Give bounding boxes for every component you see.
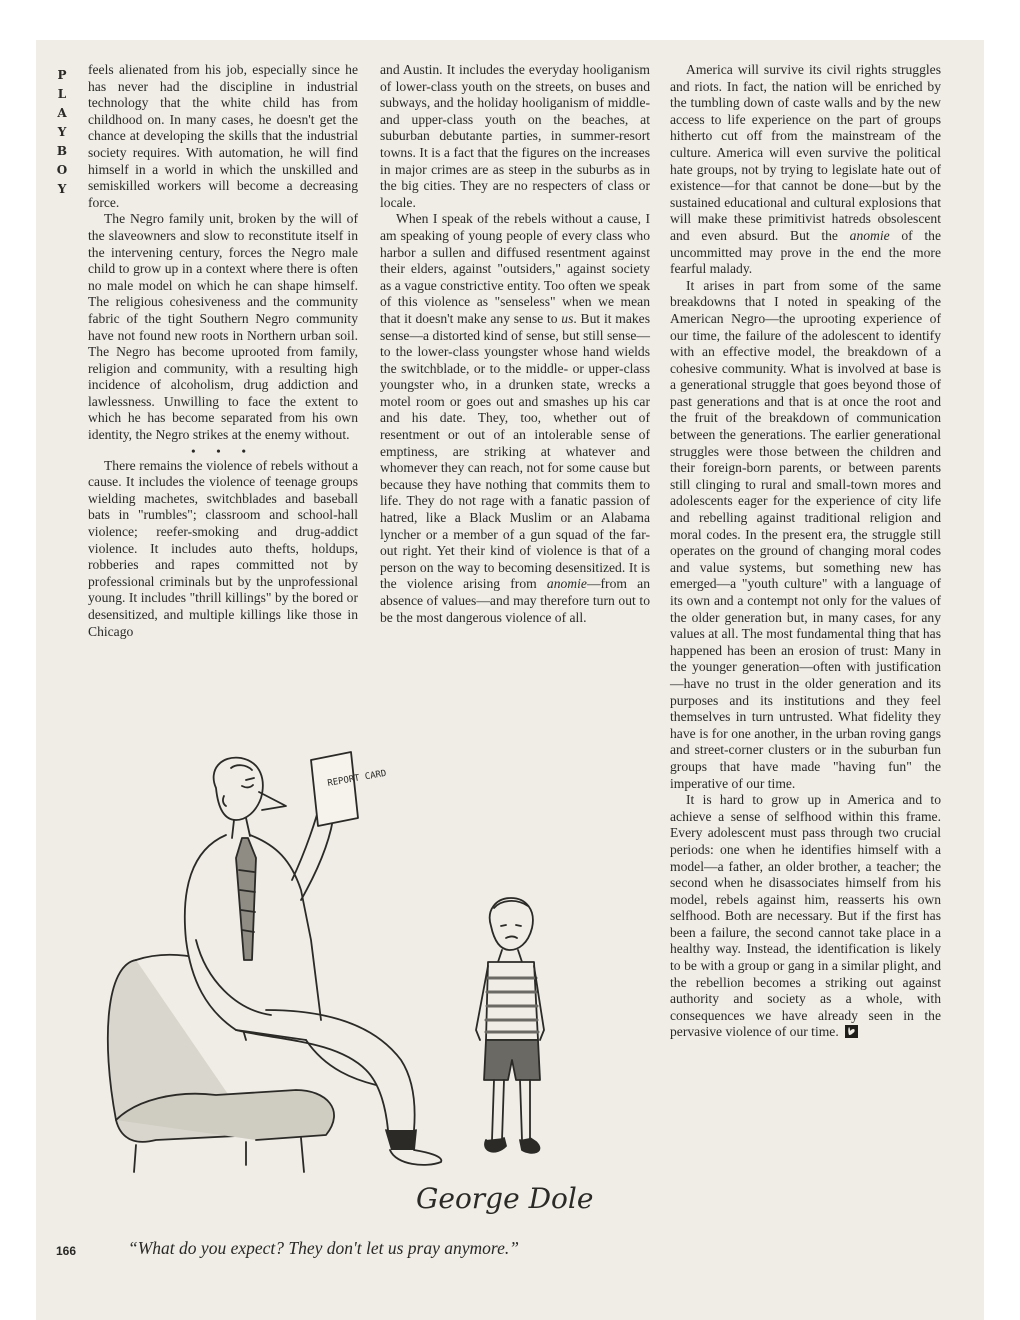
playboy-rabbit-end-mark-icon xyxy=(845,1025,858,1038)
paragraph: It arises in part from some of the same breakdowns that I noted in speaking of the American Negro—the uprooting experience of our time, the failure of the adolescent to identify with an effective model, the breakdown of a cohesive community. What is involved at base is a generational struggle that goes beyond those of past generations and that is at once the root and the fruit of the breakdown of communication between the generations. The earlier generational struggles were those between the children and their foreign-born parents, or between parents still clinging to rural and small-town mores and adolescents eager for the experience of city life and rebelling against traditional religion and moral codes. In the present era, the struggle still operates on the ground of changing moral codes and value systems, but something new has emerged—a "youth culture" with a language of its own and a contempt not only for the values of the older generation but, in many cases, for any values at all. The most fundamental thing that has happened has been an erosion of trust: Many in the younger generation—often with justification—have no trust in the older generation and its purposes and its institutions and they feel themselves in turn untrusted. What fidelity they have is for one another, in the urban roving gangs and street-corner clusters or in the suburban fun groups that have made "having fun" the imperative of our time. xyxy=(670,277,941,791)
text-run: America will survive its civil rights struggles and riots. In fact, the nation will be enriched by the tumbling down of caste walls and by the new access to life experience on the part of groups hitherto cut off from the mainstream of the culture. America will even survive the political hate groups, not by trying to legislate hate out of existence—for that cannot be done—but by the sustained educational and cultural explosions that will make these primitivist hatreds obsolescent and even absurd. But the xyxy=(670,62,941,243)
emphasis-us: us xyxy=(561,310,574,326)
text-run: —from an absence of values—and may therefore turn out to be the most dangerous violence of all. xyxy=(380,576,650,625)
text-run: When I speak of the rebels without a cause, I am speaking of young people of every class who harbor a sullen and diffused resentment against their elders, against "outsiders," against society as a vague constrictive entity. Too often we speak of this violence as "senseless" when we mean that it doesn't make any sense to xyxy=(380,211,650,326)
section-divider: • • • xyxy=(191,443,255,458)
paragraph: The Negro family unit, broken by the will of the slaveowners and slow to reconstitute itself in the intervening century, forces the Negro male child to grow up in a context where there is often no male model on which he can shape himself. The religious cohesiveness and the community fabric of the tight Southern Negro community have not found new roots in Northern urban soil. The Negro has become uprooted from family, religion and community, with a resulting high incidence of alcoholism, drug addiction and lawlessness. Unwilling to face the extent to which he has become separated from his own identity, the Negro strikes at the enemy without. xyxy=(88,211,358,443)
cartoon-illustration xyxy=(96,740,616,1230)
page-number: 166 xyxy=(56,1244,77,1258)
article-column-3 xyxy=(670,62,941,1041)
paragraph xyxy=(380,211,650,626)
paragraph: There remains the violence of rebels without a cause. It includes the violence of teenage groups wielding machetes, switchblades and baseball bats in "rumbles"; classroom and school-hall violence; reefer-smoking and drug-addict violence. It includes auto thefts, holdups, robberies and rapes committed not by professional criminals but by the unprofessional young. It includes "thrill killings" by the bored or desensitized, and multiple killings like those in Chicago xyxy=(88,457,358,639)
emphasis-anomie: anomie xyxy=(849,227,890,243)
text-run: It is hard to grow up in America and to achieve a sense of selfhood within this frame. Every adolescent must pass through two crucial periods: one when he identifies himself with a model—a father, an older brother, a teacher; the second when he disassociates himself from his model, rebels against him, reasserts his own selfhood. Both are necessary. But if the first has been a failure, the second cannot take place in a healthy way. Instead, the identification is likely to be with a group or gang in a similar plight, and the rebellion becomes a striking out against authority and society as a whole, with consequences we have already seen in the pervasive violence of our time. xyxy=(670,792,941,1040)
paragraph xyxy=(670,62,941,278)
report-card-text: REPORT CARD xyxy=(326,768,388,789)
emphasis-anomie: anomie xyxy=(546,576,587,592)
boy-standing xyxy=(476,898,544,1153)
article-column-1 xyxy=(88,62,358,640)
paragraph: feels alienated from his job, especially since he has never had the discipline in industrial technology that the white child has from childhood on. In many cases, he doesn't get the chance at developing the skills that the industrial society requires. With automation, he will find himself in a world in which the unskilled and semiskilled workers will become a decreasing force. xyxy=(88,62,358,210)
masthead-playboy: PLAYBOY xyxy=(56,68,68,196)
paragraph xyxy=(670,792,941,1041)
paragraph: and Austin. It includes the everyday hooliganism of lower-class youth on the streets, on buses and subways, and the holiday hooliganism of middle- and upper-class youth on the beaches, at suburban debutante parties, in summer-resort towns. It is a fact that the figures on the increases in major crimes are as steep in the suburbs as in the big cities. They are no respecters of class or locale. xyxy=(380,62,650,210)
cartoon-caption: “What do you expect? They don't let us pray anymore.” xyxy=(128,1238,519,1258)
text-run: . But it makes sense—a distorted kind of sense, but still sense—to the lower-class youngster whose hand wields the switchblade, or to the middle- or upper-class youngster who, in a drunken state, wrecks a motel room or goes out and smashes up his car and his date. They, too, whether out of resentment or out of an intolerable sense of emptiness, are striking at whatever and whomever they can reach, not for some cause but because they have nothing that commits them to life. They do not rage with a fanatic passion of hatred, like a Black Muslim or an Alabama lyncher or a member of a gun squad of the far-out right. Yet their kind of violence is that of a person on the way to becoming desensitized. It is the violence arising from xyxy=(380,310,650,592)
artist-signature: George Dole xyxy=(416,1182,594,1215)
article-column-2 xyxy=(380,62,650,626)
text-run: of the uncommitted may prove in the end the more fearful malady. xyxy=(670,227,942,277)
